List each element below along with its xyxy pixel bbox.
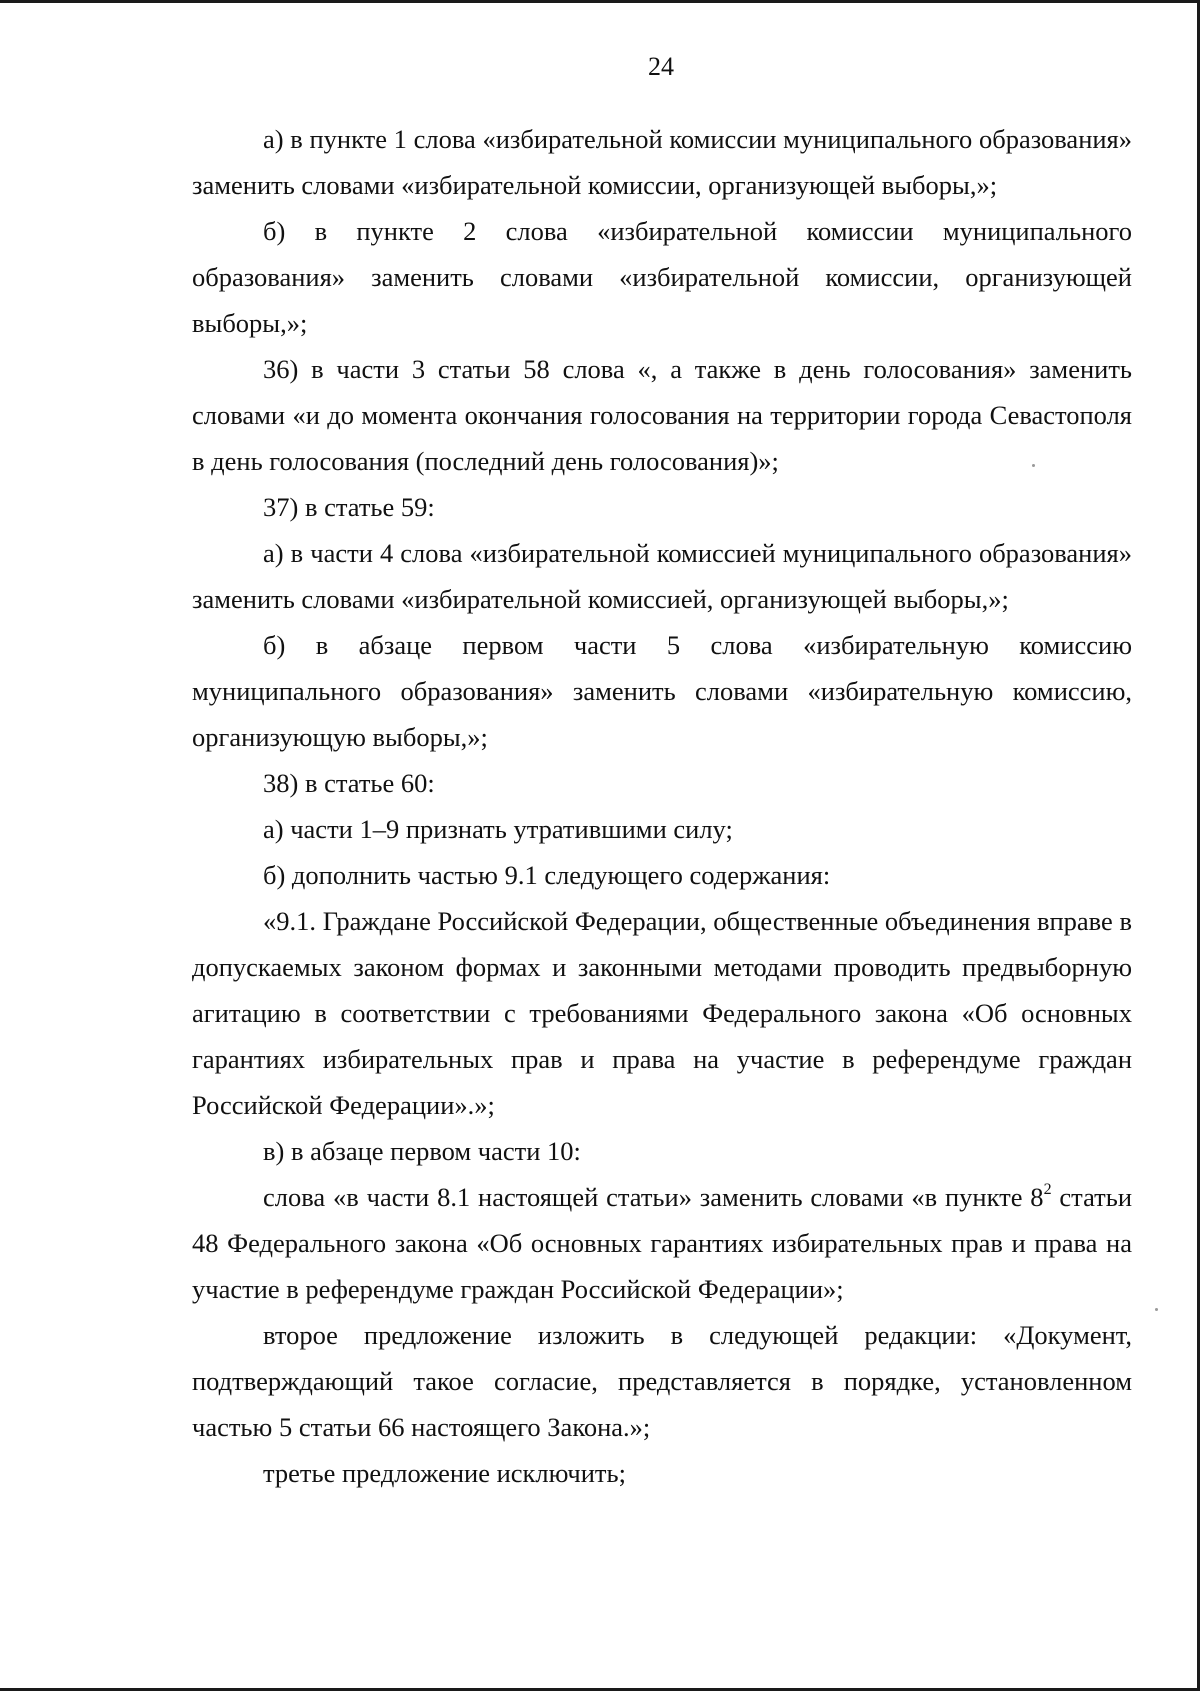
paragraph-words-replace-part1: слова «в части 8.1 настоящей статьи» заменить словами «в пункте 8 [263,1182,1044,1212]
paragraph-38v: в) в абзаце первом части 10: [263,1136,581,1166]
paragraph-38a: а) части 1–9 признать утратившими силу; [263,814,733,844]
paragraph-37: 37) в статье 59: [263,492,435,522]
scan-speck [1032,464,1035,467]
paragraph-third-sentence: третье предложение исключить; [263,1458,626,1488]
paragraph-1a: а) в пункте 1 слова «избирательной комиссии муниципального образования» заменить словами «избирательной комиссии, организующей выборы,»; [192,124,1132,200]
paragraph-37b: б) в абзаце первом части 5 слова «избирательную комиссию муниципального образования» заменить словами «избирательную комиссию, организующую выборы,»; [192,630,1132,752]
page-number: 24 [648,52,674,81]
paragraph-1b: б) в пункте 2 слова «избирательной комиссии муниципального образования» заменить словами «избирательной комиссии, организующей выборы,»; [192,216,1132,338]
paragraph-words-replace [192,1174,1132,1312]
paragraph-36: 36) в части 3 статьи 58 слова «, а также в день голосования» заменить словами «и до момента окончания голосования на территории города Севастополя в день голосования (последний день голосования)»; [192,354,1132,476]
document-body [192,116,1132,1496]
paragraph-37a: а) в части 4 слова «избирательной комиссией муниципального образования» заменить словами «избирательной комиссией, организующей выборы,»; [192,538,1132,614]
scan-border-top [0,0,1200,3]
paragraph-second-sentence: второе предложение изложить в следующей редакции: «Документ, подтверждающий такое согласие, представляется в порядке, установленном частью 5 статьи 66 настоящего Закона.»; [192,1320,1132,1442]
paragraph-words-replace-part2: статьи 48 Федерального закона «Об основных гарантиях избирательных прав и права на участие в референдуме граждан Российской Федерации»; [192,1182,1132,1304]
paragraph-9-1-quote: «9.1. Граждане Российской Федерации, общественные объединения вправе в допускаемых законом формах и законными методами проводить предвыборную агитацию в соответствии с требованиями Федерального закона «Об основных гарантиях избирательных прав и права на участие в референдуме граждан Российской Федерации».»; [192,906,1132,1120]
paragraph-38b: б) дополнить частью 9.1 следующего содержания: [263,860,831,890]
scan-speck [1155,1308,1158,1311]
superscript-2: 2 [1043,1181,1052,1198]
paragraph-38: 38) в статье 60: [263,768,435,798]
